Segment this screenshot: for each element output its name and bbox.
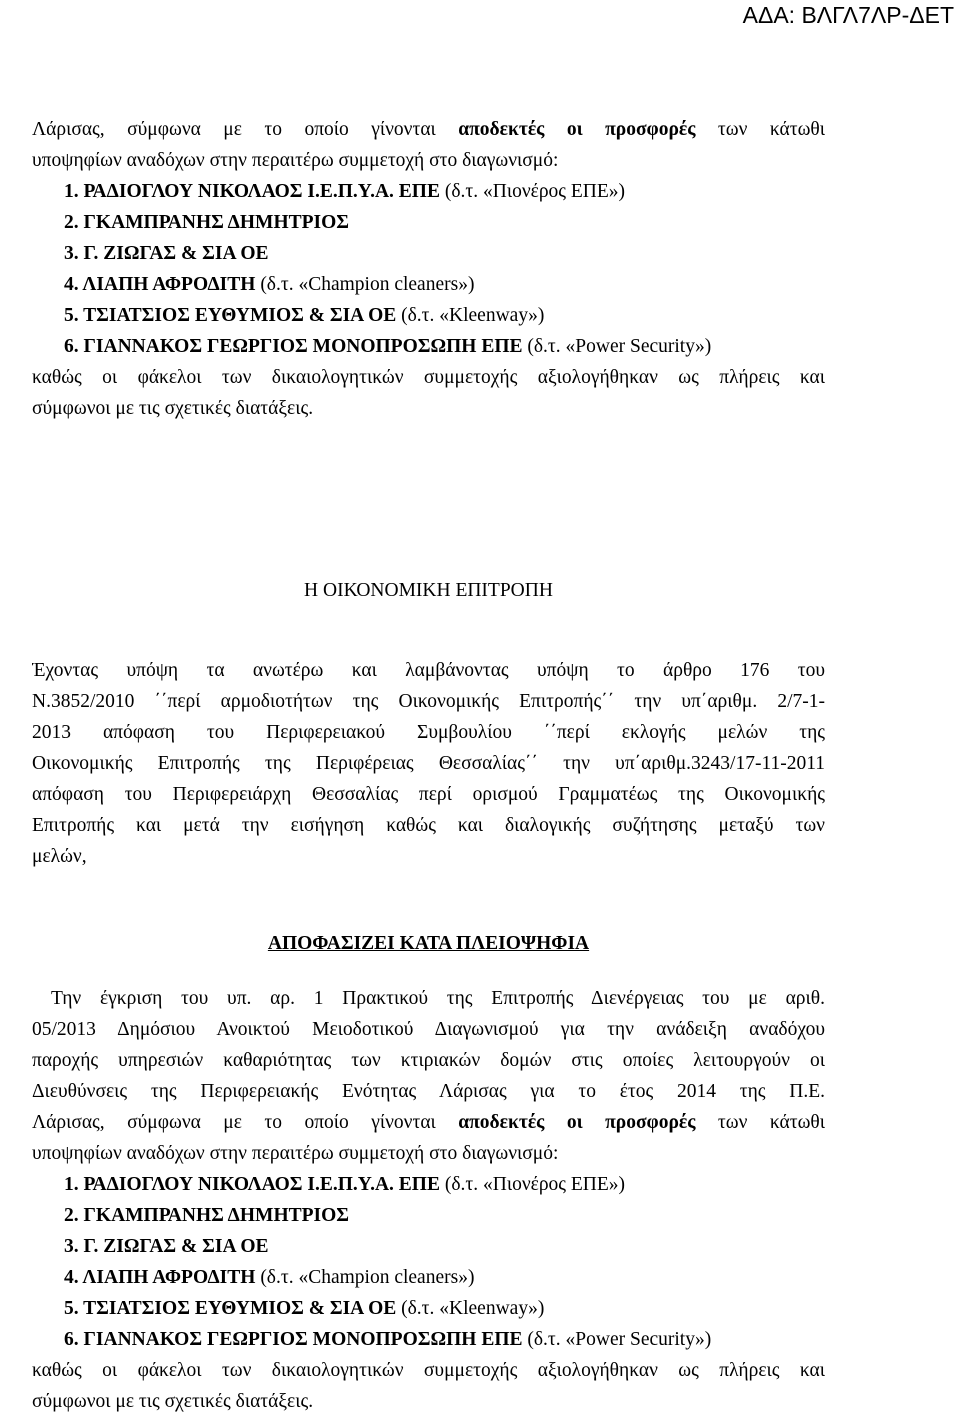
body-line: Οικονομικής Επιτροπής της Περιφέρειας Θεσσαλίας΄΄ την υπ΄αριθμ.3243/17-11-2011: [32, 753, 825, 774]
list-item: 3. Γ. ΖΙΩΓΑΣ & ΣΙΑ ΟΕ: [64, 1236, 269, 1257]
body-line: 05/2013 Δημόσιου Ανοικτού Μειοδοτικού Διαγωνισμού για την ανάδειξη αναδόχου: [32, 1019, 825, 1040]
body-line: Έχοντας υπόψη τα ανωτέρω και λαμβάνοντας υπόψη το άρθρο 176 του: [32, 660, 825, 681]
body-line: Διευθύνσεις της Περιφερειακής Ενότητας Λάρισας για το έτος 2014 της Π.Ε.: [32, 1081, 825, 1102]
intro-line: Λάρισας, σύμφωνα με το οποίο γίνονται αποδεκτές οι προσφορές των κάτωθι: [32, 119, 825, 140]
body-line: απόφαση του Περιφερειάρχη Θεσσαλίας περί ορισμού Γραμματέως της Οικονομικής: [32, 784, 825, 805]
decision-heading-block: [32, 928, 825, 959]
intro-line: Λάρισας, σύμφωνα με το οποίο γίνονται αποδεκτές οι προσφορές των κάτωθι: [32, 1112, 825, 1133]
decision-body: [32, 983, 825, 1417]
list-item: 2. ΓΚΑΜΠΡΑΝΗΣ ΔΗΜΗΤΡΙΟΣ: [64, 212, 350, 233]
accepted-offers-phrase: αποδεκτές οι προσφορές: [458, 1112, 696, 1133]
top-section: [32, 114, 825, 424]
intro-line: υποψηφίων αναδόχων στην περαιτέρω συμμετοχή στο διαγωνισμό:: [32, 1143, 559, 1164]
body-line: 2013 απόφαση του Περιφερειακού Συμβουλίου ΄΄περί εκλογής μελών της: [32, 722, 825, 743]
intro-line: υποψηφίων αναδόχων στην περαιτέρω συμμετοχή στο διαγωνισμό:: [32, 150, 559, 171]
list-item: 6. ΓΙΑΝΝΑΚΟΣ ΓΕΩΡΓΙΟΣ ΜΟΝΟΠΡΟΣΩΠΗ ΕΠΕ (δ.τ. «Power Security»): [64, 1329, 712, 1350]
list-item: 4. ΛΙΑΠΗ ΑΦΡΟΔΙΤΗ (δ.τ. «Champion cleaners»): [64, 1267, 475, 1288]
closing-line: καθώς οι φάκελοι των δικαιολογητικών συμμετοχής αξιολογήθηκαν ως πλήρεις και: [32, 367, 825, 388]
body-line: παροχής υπηρεσιών καθαριότητας των κτιριακών δομών στις οποίες λειτουργούν οι: [32, 1050, 825, 1071]
body-line: Ν.3852/2010 ΄΄περί αρμοδιοτήτων της Οικονομικής Επιτροπής΄΄ την υπ΄αριθμ. 2/7-1-: [32, 691, 825, 712]
closing-line: καθώς οι φάκελοι των δικαιολογητικών συμμετοχής αξιολογήθηκαν ως πλήρεις και: [32, 1360, 825, 1381]
list-item: 5. ΤΣΙΑΤΣΙΟΣ ΕΥΘΥΜΙΟΣ & ΣΙΑ ΟΕ (δ.τ. «Kleenway»): [64, 1298, 545, 1319]
committee-body: [32, 655, 825, 872]
list-item: 1. ΡΑΔΙΟΓΛΟΥ ΝΙΚΟΛΑΟΣ Ι.Ε.Π.Υ.Α. ΕΠΕ (δ.τ. «Πιονέρος ΕΠΕ»): [64, 181, 626, 202]
closing-line: σύμφωνοι με τις σχετικές διατάξεις.: [32, 1391, 314, 1412]
list-item: 6. ΓΙΑΝΝΑΚΟΣ ΓΕΩΡΓΙΟΣ ΜΟΝΟΠΡΟΣΩΠΗ ΕΠΕ (δ.τ. «Power Security»): [64, 336, 712, 357]
list-item: 4. ΛΙΑΠΗ ΑΦΡΟΔΙΤΗ (δ.τ. «Champion cleaners»): [64, 274, 475, 295]
decision-title: ΑΠΟΦΑΣΙΖΕΙ ΚΑΤΑ ΠΛΕΙΟΨΗΦΙΑ: [267, 933, 590, 954]
list-item: 3. Γ. ΖΙΩΓΑΣ & ΣΙΑ ΟΕ: [64, 243, 269, 264]
body-line: μελών,: [32, 846, 87, 867]
ada-code: ΑΔΑ: ΒΛΓΛ7ΛΡ-ΔΕΤ: [742, 2, 954, 28]
list-item: 5. ΤΣΙΑΤΣΙΟΣ ΕΥΘΥΜΙΟΣ & ΣΙΑ ΟΕ (δ.τ. «Kleenway»): [64, 305, 545, 326]
accepted-offers-phrase: αποδεκτές οι προσφορές: [458, 119, 696, 140]
committee-section: [32, 575, 825, 606]
list-item: 2. ΓΚΑΜΠΡΑΝΗΣ ΔΗΜΗΤΡΙΟΣ: [64, 1205, 350, 1226]
committee-title: Η ΟΙΚΟΝΟΜΙΚΗ ΕΠΙΤΡΟΠΗ: [304, 580, 553, 601]
closing-line: σύμφωνοι με τις σχετικές διατάξεις.: [32, 398, 314, 419]
body-line: Την έγκριση του υπ. αρ. 1 Πρακτικού της Επιτροπής Διενέργειας του με αριθ.: [51, 988, 825, 1009]
list-item: 1. ΡΑΔΙΟΓΛΟΥ ΝΙΚΟΛΑΟΣ Ι.Ε.Π.Υ.Α. ΕΠΕ (δ.τ. «Πιονέρος ΕΠΕ»): [64, 1174, 626, 1195]
body-line: Επιτροπής και μετά την εισήγηση καθώς και διαλογικής συζήτησης μεταξύ των: [32, 815, 825, 836]
